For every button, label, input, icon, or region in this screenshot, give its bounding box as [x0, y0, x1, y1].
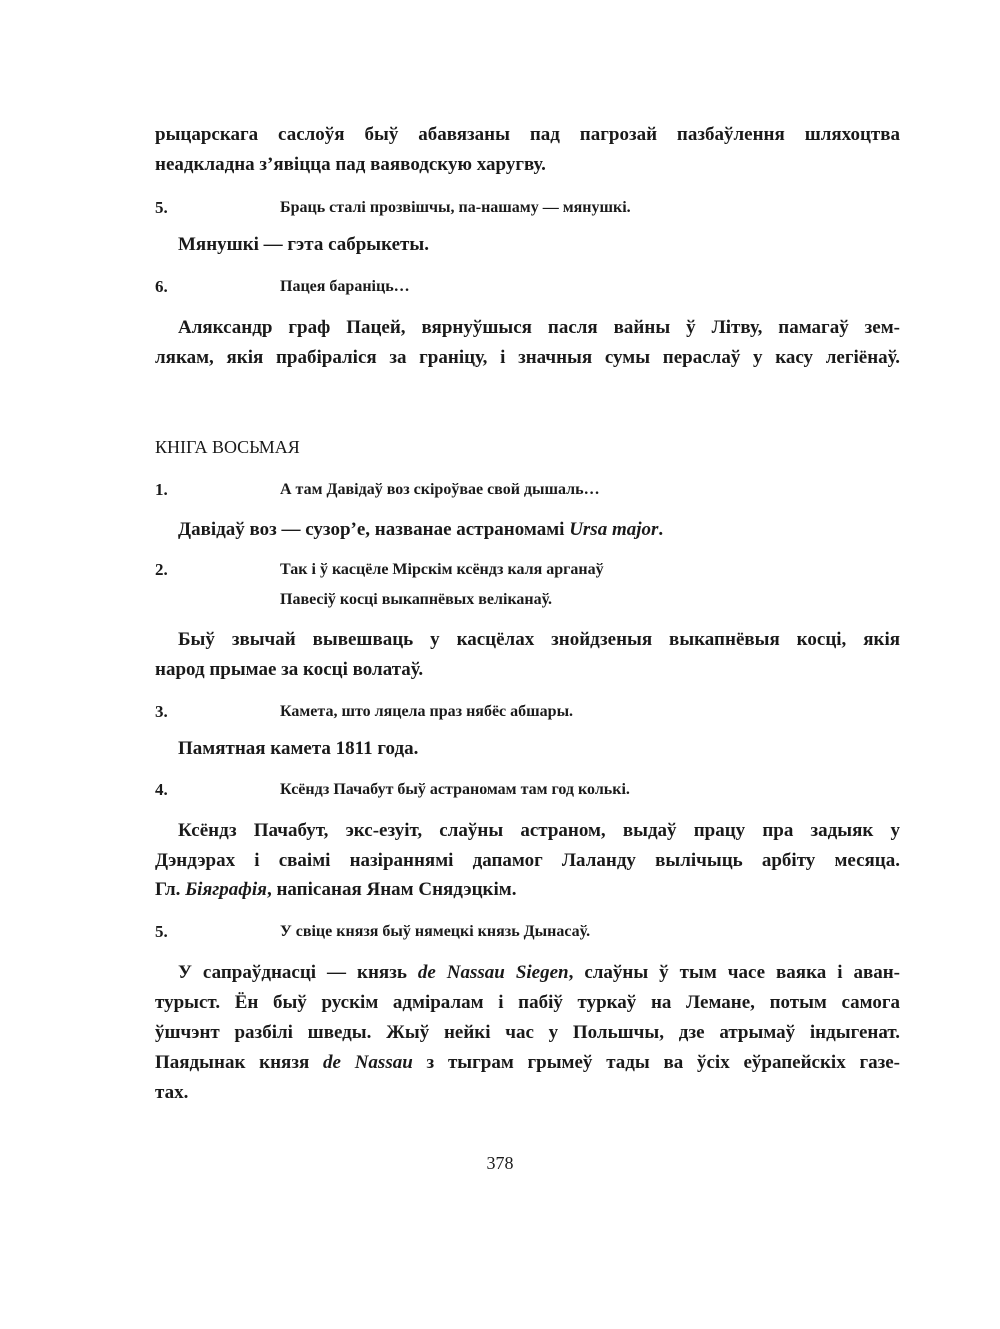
- paragraph-line: лякам, якія прабіраліся за граніцу, і значныя сумы пераслаў у касу легіёнаў.: [155, 347, 900, 368]
- text: з тыграм грымеў тады ва ўсіх еўрапейскіх газе-: [412, 1052, 900, 1073]
- page-number: 378: [486, 1153, 514, 1173]
- note-number: 5.: [155, 198, 168, 217]
- paragraph-line: Быў звычай вывешваць у касцёлах знойдзеныя выкапнёвыя косці, якія: [178, 629, 900, 650]
- text: У сапраўднасці — князь: [178, 962, 418, 983]
- paragraph-line: Ксёндз Пачабут, экс-езуіт, слаўны астраном, выдаў працу пра задыяк у: [178, 820, 900, 841]
- note-comment: [178, 516, 900, 544]
- note-verse: У свіце князя быў нямецкі князь Дынасаў.: [280, 923, 591, 940]
- paragraph-line: [178, 959, 900, 987]
- text: .: [658, 519, 664, 540]
- note-verse: А там Давідаў воз скіроўвае свой дышаль…: [280, 481, 600, 498]
- note-number: 3.: [155, 702, 168, 721]
- note-verse: Павесіў косці выкапнёвых веліканаў.: [280, 591, 553, 608]
- paragraph-line: рыцарскага саслоўя быў абавязаны пад пагрозай пазбаўлення шляхоцтва: [155, 124, 900, 145]
- book-title: Біяграфія: [185, 879, 267, 900]
- note-comment: Мянушкі — гэта сабрыкеты.: [178, 234, 429, 255]
- latin-term: Ursa major: [569, 519, 659, 540]
- note-comment: Памятная камета 1811 года.: [178, 738, 419, 759]
- note-verse: Камета, што ляцела праз нябёс абшары.: [280, 703, 574, 720]
- paragraph-line: ўшчэнт разбілі шведы. Жыў нейкі час у Польшчы, дзе атрымаў індыгенат.: [155, 1022, 900, 1043]
- text: Давідаў воз — сузор’е, названае астраномамі: [178, 519, 570, 540]
- text: Гл.: [155, 879, 186, 900]
- text: , слаўны ў тым часе ваяка і аван-: [568, 962, 901, 983]
- paragraph-line: народ прымае за косці волатаў.: [155, 659, 424, 680]
- section-title: КНІГА ВОСЬМАЯ: [155, 437, 300, 457]
- paragraph-line: Аляксандр граф Пацей, вярнуўшыся пасля вайны ў Літву, памагаў зем-: [178, 317, 900, 338]
- paragraph-line: неадкладна з’явіцца пад ваяводскую харугву.: [155, 154, 546, 175]
- paragraph-line: [155, 876, 900, 904]
- paragraph-line: Дэндэрах і сваімі назіраннямі дапамог Лаланду вылічыць арбіту месяца.: [155, 850, 900, 871]
- note-verse: Ксёндз Пачабут быў астраномам там год колькі.: [280, 781, 630, 798]
- note-number: 2.: [155, 560, 168, 579]
- name: de Nassau Siegen: [417, 962, 569, 983]
- note-number: 5.: [155, 922, 168, 941]
- paragraph-line: турыст. Ён быў рускім адміралам і пабіў туркаў на Лемане, потым самога: [155, 992, 900, 1013]
- note-verse: Пацея бараніць…: [280, 278, 410, 295]
- note-verse: Браць сталі прозвішчы, па-нашаму — мянушкі.: [280, 199, 631, 216]
- paragraph-line: [155, 1049, 900, 1077]
- paragraph-line: тах.: [155, 1082, 189, 1103]
- note-number: 1.: [155, 480, 168, 499]
- note-verse: Так і ў касцёле Мірскім ксёндз каля арганаў: [280, 561, 604, 578]
- note-number: 4.: [155, 780, 168, 799]
- note-number: 6.: [155, 277, 168, 296]
- text: Паядынак князя: [155, 1052, 324, 1073]
- name: de Nassau: [323, 1052, 413, 1073]
- text: , напісаная Янам Снядэцкім.: [266, 879, 517, 900]
